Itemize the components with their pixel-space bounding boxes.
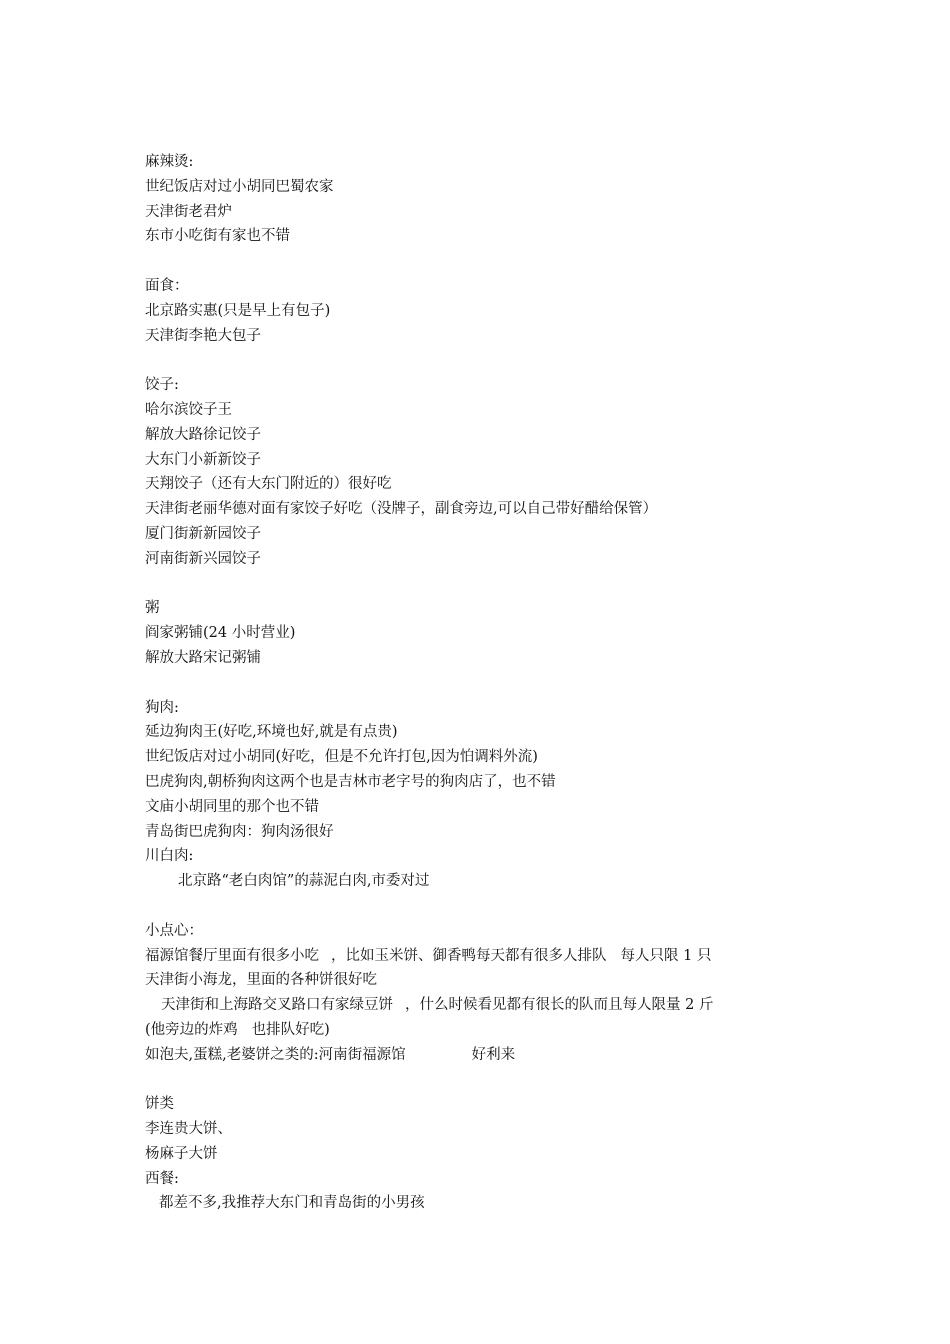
document-body [145, 150, 825, 1216]
section-heading-dogmeat: 狗肉: [145, 699, 179, 716]
list-item: 北京路实惠(只是早上有包子) [145, 302, 331, 319]
blank-line [145, 572, 825, 597]
list-item: 杨麻子大饼 [145, 1145, 218, 1162]
section-heading-pancakes: 饼类 [145, 1096, 174, 1113]
text-segment: 天津街和上海路交叉路口有家绿豆饼 [161, 997, 393, 1014]
list-item: 解放大路徐记饺子 [145, 426, 261, 443]
blank-line [145, 894, 825, 919]
list-item: 世纪饭店对过小胡同(好吃，但是不允许打包,因为怕调料外流) [145, 749, 538, 766]
section-heading-porridge: 粥 [145, 600, 160, 617]
section-heading-baiyou: 川白肉: [145, 848, 194, 865]
blank-line [145, 348, 825, 373]
text-segment: 如泡夫,蛋糕,老婆饼之类的:河南街福源馆 [145, 1046, 406, 1063]
list-item: 天津街李艳大包子 [145, 327, 261, 344]
blank-line [145, 671, 825, 696]
list-item: 延边狗肉王(好吃,环境也好,就是有点贵) [145, 724, 398, 741]
list-item: 河南街新兴园饺子 [145, 550, 261, 567]
list-item: 李连贵大饼、 [145, 1121, 232, 1138]
list-item: 北京路“老白肉馆”的蒜泥白肉,市委对过 [178, 873, 430, 890]
list-item: 天津街老君炉 [145, 203, 232, 220]
text-segment: 福源馆餐厅里面有很多小吃 [145, 947, 319, 964]
text-segment: ，什么时候看见都有很长的队而且每人限量 2 斤 [405, 997, 714, 1014]
section-heading-dumplings: 饺子: [145, 377, 179, 394]
text-segment: ，比如玉米饼、御香鸭每天都有很多人排队 [331, 947, 607, 964]
section-heading-snacks: 小点心： [145, 922, 203, 939]
text-segment: 好利来 [471, 1046, 516, 1063]
list-item: 天津街小海龙，里面的各种饼很好吃 [145, 972, 377, 989]
blank-line [145, 249, 825, 274]
list-item: 大东门小新新饺子 [145, 451, 261, 468]
list-item: 青岛街巴虎狗肉：狗肉汤很好 [145, 823, 334, 840]
section-heading-western: 西餐: [145, 1170, 179, 1187]
text-segment: 也排队好吃) [251, 1021, 330, 1038]
section-heading-noodles: 面食： [145, 277, 189, 294]
list-item: 天津街老丽华德对面有家饺子好吃（没牌子，副食旁边,可以自己带好醋给保管） [145, 501, 658, 518]
list-item [145, 944, 825, 969]
list-item: 都差不多,我推荐大东门和青岛街的小男孩 [159, 1195, 425, 1212]
list-item [145, 1018, 825, 1043]
list-item: 哈尔滨饺子王 [145, 401, 232, 418]
list-item: 文庙小胡同里的那个也不错 [145, 798, 319, 815]
list-item: 解放大路宋记粥铺 [145, 649, 261, 666]
text-segment: 每人只限 1 只 [620, 947, 712, 964]
list-item: 巴虎狗肉,朝桥狗肉这两个也是吉林市老字号的狗肉店了，也不错 [145, 773, 556, 790]
list-item: 厦门街新新园饺子 [145, 525, 261, 542]
list-item: 东市小吃街有家也不错 [145, 228, 290, 245]
list-item [145, 1043, 825, 1068]
list-item: 世纪饭店对过小胡同巴蜀农家 [145, 178, 334, 195]
list-item [145, 993, 825, 1018]
list-item: 天翔饺子（还有大东门附近的）很好吃 [145, 476, 392, 493]
text-segment: (他旁边的炸鸡 [145, 1021, 238, 1038]
section-heading-malatang: 麻辣烫: [145, 154, 194, 170]
list-item: 阎家粥铺(24 小时营业) [145, 625, 296, 642]
blank-line [145, 1067, 825, 1092]
